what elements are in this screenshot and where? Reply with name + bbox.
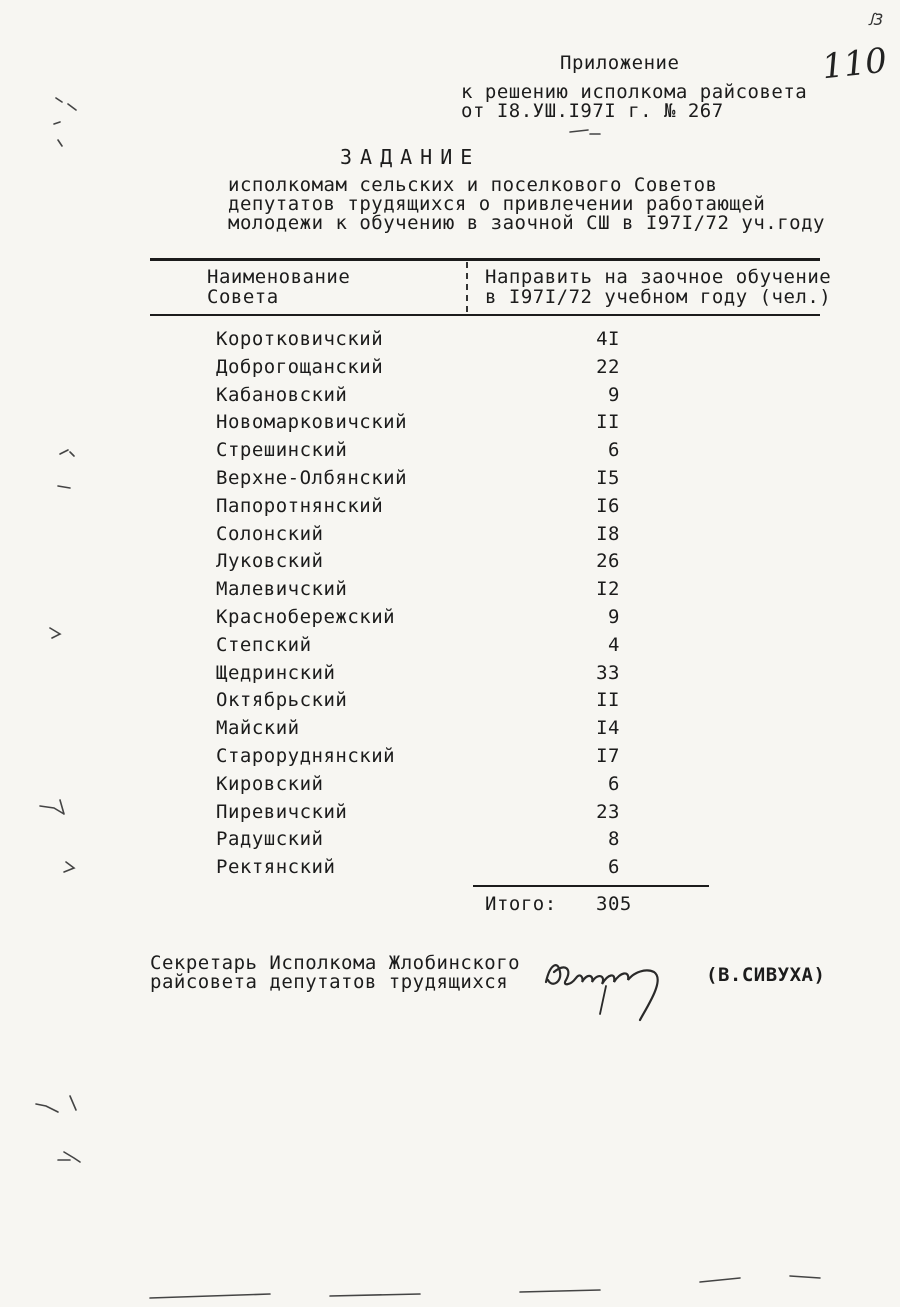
- council-name: Ректянский: [216, 856, 336, 879]
- council-count: 33: [596, 661, 620, 684]
- header-name-line-1: Наименование: [207, 266, 351, 288]
- council-count: 4I: [596, 328, 620, 350]
- table-row: [0, 578, 900, 606]
- council-count: 6: [608, 856, 620, 879]
- council-count: II: [596, 411, 620, 434]
- table-row: [0, 467, 900, 495]
- council-name: Кабановский: [216, 383, 348, 406]
- council-name: Доброгощанский: [216, 355, 384, 378]
- table-header-rule: [150, 314, 820, 316]
- council-count: II: [596, 689, 620, 712]
- council-count: 8: [608, 828, 620, 851]
- table-top-rule: [150, 258, 820, 261]
- council-name: Новомарковичский: [216, 411, 408, 434]
- appendix-reference-line: к решению исполкома райсовета: [461, 81, 808, 103]
- table-row: [0, 550, 900, 578]
- council-count: 9: [608, 605, 620, 628]
- council-name: Староруднянский: [216, 744, 396, 767]
- table-body: [0, 328, 900, 884]
- council-count: I2: [596, 578, 620, 601]
- signatory-title-line-2: райсовета депутатов трудящихся: [150, 971, 509, 993]
- table-row: [0, 411, 900, 439]
- handwritten-signature: [536, 942, 686, 1022]
- council-count: 4: [608, 633, 620, 656]
- council-count: 9: [608, 383, 620, 406]
- appendix-title: Приложение: [560, 52, 680, 74]
- appendix-date-line: от I8.УШ.I97I г. № 267: [461, 100, 724, 122]
- council-name: Степский: [216, 633, 312, 656]
- council-count: I6: [596, 494, 620, 517]
- council-name: Майский: [216, 717, 300, 740]
- header-value-line-2: в I97I/72 учебном году (чел.): [485, 286, 832, 308]
- table-row: [0, 801, 900, 829]
- council-count: 6: [608, 772, 620, 795]
- council-count: 22: [596, 355, 620, 378]
- council-name: Верхне-Олбянский: [216, 466, 408, 489]
- table-row: [0, 495, 900, 523]
- council-count: 26: [596, 550, 620, 573]
- total-label: Итого:: [485, 893, 557, 915]
- signatory-title-line-1: Секретарь Исполкома Жлобинского: [150, 952, 521, 974]
- table-row: [0, 634, 900, 662]
- signatory-name: (В.СИВУХА): [706, 964, 826, 986]
- total-rule: [473, 885, 709, 887]
- council-name: Малевичский: [216, 578, 348, 601]
- task-subtitle-line-1: исполкомам сельских и поселкового Советов: [228, 174, 718, 196]
- council-count: I8: [596, 522, 620, 545]
- council-name: Краснобережский: [216, 605, 396, 628]
- table-row: [0, 439, 900, 467]
- header-value-line-1: Направить на заочное обучение: [485, 266, 832, 288]
- table-row: [0, 689, 900, 717]
- folio-number: 110: [820, 40, 889, 88]
- total-value: 305: [596, 893, 632, 915]
- table-row: [0, 328, 900, 356]
- table-row: [0, 384, 900, 412]
- council-name: Кировский: [216, 772, 324, 795]
- task-heading: ЗАДАНИЕ: [340, 145, 481, 169]
- council-count: I4: [596, 717, 620, 740]
- table-row: [0, 773, 900, 801]
- table-row: [0, 828, 900, 856]
- council-name: Пиревичский: [216, 800, 348, 823]
- header-name-line-2: Совета: [207, 286, 279, 308]
- council-name: Щедринский: [216, 661, 336, 684]
- task-subtitle-line-3: молодежи к обучению в заочной СШ в I97I/72 уч.году: [228, 212, 825, 234]
- council-name: Радушский: [216, 828, 324, 851]
- table-row: [0, 662, 900, 690]
- table-row: [0, 606, 900, 634]
- table-row: [0, 523, 900, 551]
- council-name: Октябрьский: [216, 689, 348, 712]
- corner-mark: ꭍ3: [868, 10, 884, 29]
- table-row: [0, 745, 900, 773]
- council-name: Папоротнянский: [216, 494, 384, 517]
- task-subtitle-line-2: депутатов трудящихся о привлечении работающей: [228, 193, 766, 215]
- table-row: [0, 717, 900, 745]
- council-name: Стрешинский: [216, 439, 348, 462]
- council-count: I5: [596, 466, 620, 489]
- header-column-divider: [466, 262, 468, 312]
- council-count: I7: [596, 744, 620, 767]
- table-row: [0, 356, 900, 384]
- council-name: Коротковичский: [216, 328, 384, 350]
- council-name: Луковский: [216, 550, 324, 573]
- council-name: Солонский: [216, 522, 324, 545]
- council-count: 6: [608, 439, 620, 462]
- table-row: [0, 856, 900, 884]
- council-count: 23: [596, 800, 620, 823]
